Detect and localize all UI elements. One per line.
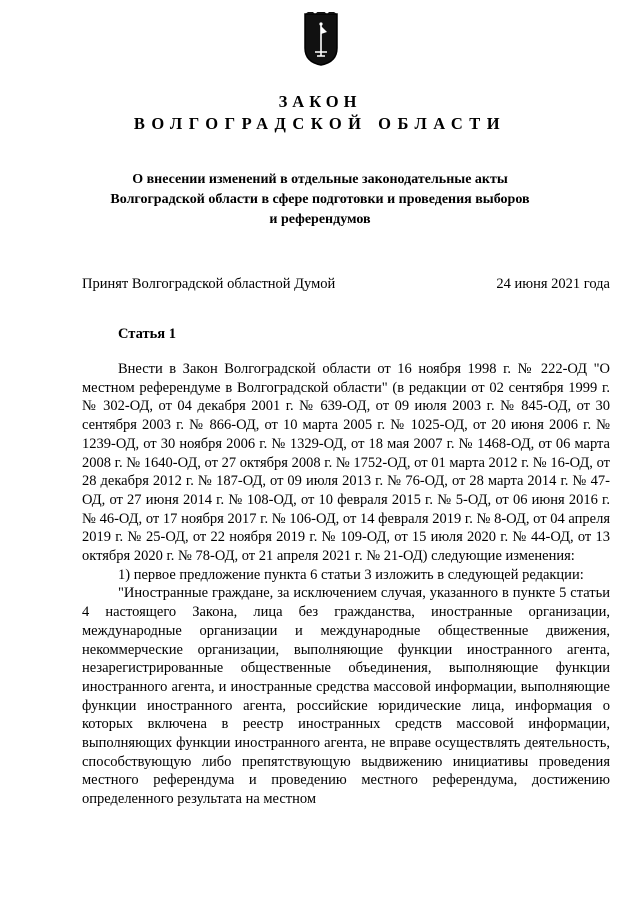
paragraph-intro: Внести в Закон Волгоградской области от 16 ноября 1998 г. № 222-ОД "О местном референдуме в Волгоградской области" (в редакции от 02 сентября 1999 г. № 302-ОД, от 04 декабря 2001 г. № 639-ОД, от 09 июля 2003 г. № 845-ОД, от 30 сентября 2003 г. № 866-ОД, от 10 марта 2005 г. № 1025-ОД, от 20 июня 2006 г. № 1239-ОД, от 30 ноября 2006 г. № 1329-ОД, от 18 мая 2007 г. № 1468-ОД, от 06 марта 2008 г. № 1640-ОД, от 27 октября 2008 г. № 1752-ОД, от 01 марта 2012 г. № 16-ОД, от 28 декабря 2012 г. № 187-ОД, от 09 июля 2013 г. № 76-ОД, от 28 марта 2014 г. № 47-ОД, от 27 июня 2014 г. № 108-ОД, от 10 февраля 2015 г. № 5-ОД, от 06 июня 2016 г. № 46-ОД, от 17 ноября 2017 г. № 106-ОД, от 14 февраля 2019 г. № 8-ОД, от 04 апреля 2019 г. № 25-ОД, от 22 ноября 2019 г. № 109-ОД, от 15 июля 2020 г. № 44-ОД, от 13 октября 2020 г. № 78-ОД, от 21 апреля 2021 г. № 21-ОД) следующие изменения: bbox=[82, 361, 610, 565]
law-title: ЗАКОН bbox=[278, 92, 362, 111]
paragraph-quote: "Иностранные граждане, за исключением случая, указанного в пункте 5 статьи 4 настоящего Закона, лица без гражданства, иностранные организации, международные организации и международные общественные движения, некоммерческие организации, выполняющие функции иностранного агента, незарегистрированные общественные объединения, выполняющие функции иностранного агента, и иностранные средства массовой информации, выполняющие функции иностранного агента, российские юридические лица, информация о которых включена в реестр иностранных средств массовой информации, выполняющих функции иностранного агента, не вправе осуществлять деятельность, способствующую либо препятствующую выдвижению инициативы проведения местного референдума и проведению местного референдума, достижению определенного результата на местном bbox=[82, 585, 610, 808]
adoption-row bbox=[82, 276, 610, 293]
adopted-date: 24 июня 2021 года bbox=[496, 276, 610, 292]
article-body bbox=[82, 360, 610, 809]
adopted-by: Принят Волгоградской областной Думой bbox=[82, 276, 336, 292]
paragraph-item-1: 1) первое предложение пункта 6 статьи 3 изложить в следующей редакции: bbox=[118, 566, 584, 583]
coat-of-arms-icon bbox=[303, 12, 339, 66]
law-region-title: ВОЛГОГРАДСКОЙ ОБЛАСТИ bbox=[133, 114, 507, 133]
article-title: Статья 1 bbox=[118, 326, 176, 342]
document-heading: О внесении изменений в отдельные законодательные акты Волгоградской области в сфере подготовки и проведения выборов и референдумов bbox=[110, 172, 530, 227]
